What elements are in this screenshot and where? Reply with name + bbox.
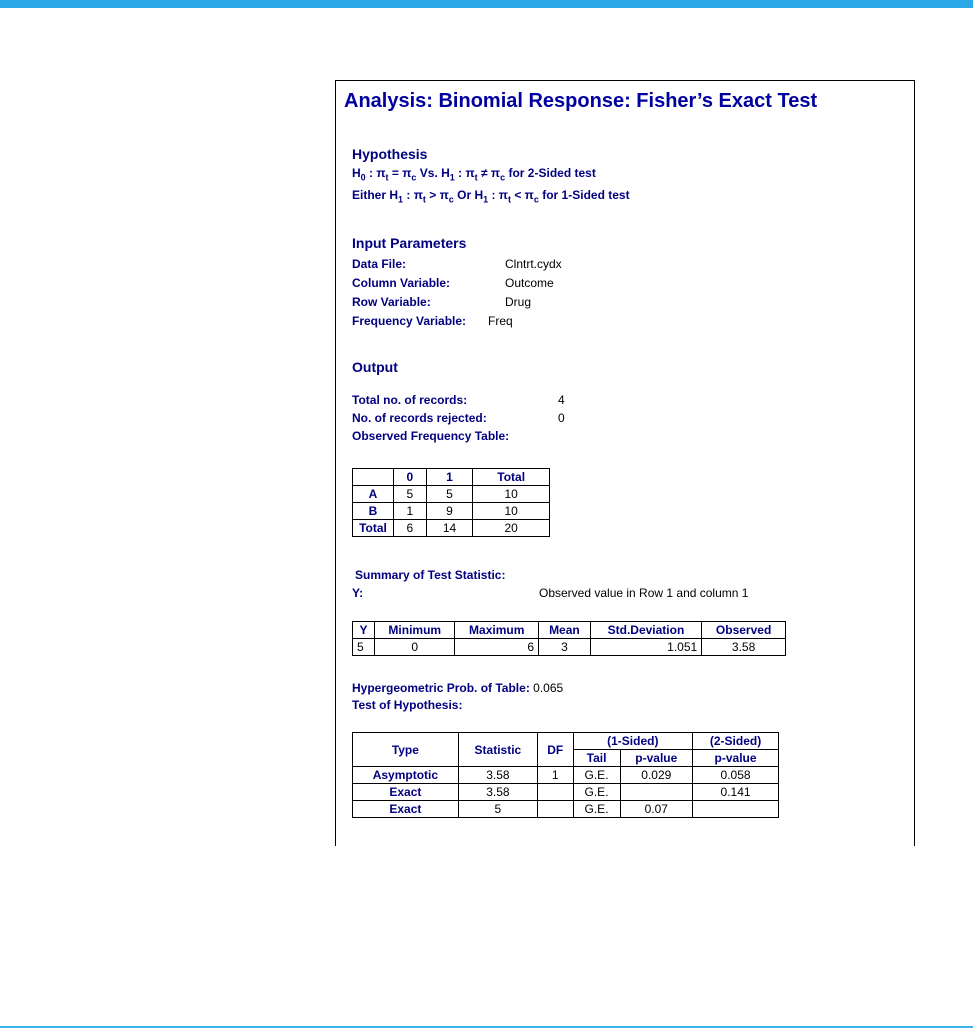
summary-heading: Summary of Test Statistic: xyxy=(355,568,506,582)
table-row xyxy=(353,784,779,801)
top-accent-bar xyxy=(0,0,973,8)
table-cell: Exact xyxy=(353,784,459,801)
row-variable-row: Row Variable: Drug xyxy=(352,295,532,309)
table-cell: 20 xyxy=(473,520,550,537)
input-parameters-heading: Input Parameters xyxy=(352,235,467,251)
table-cell: G.E. xyxy=(573,801,620,818)
bottom-divider xyxy=(0,1026,973,1028)
table-header: p-value xyxy=(693,750,779,767)
table-header: Observed xyxy=(702,622,786,639)
output-heading: Output xyxy=(352,359,398,375)
table-row xyxy=(353,503,550,520)
table-header: 0 xyxy=(394,469,427,486)
hypothesis-line-1sided: Either $H_1$ : $\pi_t > \pi_c$ Or $H_1$ : $\pi_t < \pi_c$ for 1-Sided test xyxy=(352,188,630,205)
table-header: p-value xyxy=(620,750,693,767)
table-row xyxy=(353,767,779,784)
table-header: Std.Deviation xyxy=(590,622,701,639)
table-cell xyxy=(693,801,779,818)
table-cell: G.E. xyxy=(573,767,620,784)
report-panel xyxy=(335,80,915,846)
table-cell: 6 xyxy=(394,520,427,537)
table-cell: 0.141 xyxy=(693,784,779,801)
table-header: Total xyxy=(473,469,550,486)
summary-statistic-table xyxy=(352,621,786,656)
table-cell xyxy=(537,784,573,801)
table-cell: 5 xyxy=(426,486,473,503)
table-cell: 3 xyxy=(539,639,591,656)
table-cell: 6 xyxy=(455,639,539,656)
table-cell: 9 xyxy=(426,503,473,520)
table-header: Y xyxy=(353,622,375,639)
table-header: Mean xyxy=(539,622,591,639)
rejected-records-row: No. of records rejected: 0 xyxy=(352,411,565,425)
hypothesis-heading: Hypothesis xyxy=(352,146,428,162)
table-header: Tail xyxy=(573,750,620,767)
table-header: (2-Sided) xyxy=(693,733,779,750)
table-cell: 1 xyxy=(394,503,427,520)
table-cell: A xyxy=(353,486,394,503)
table-cell: 5 xyxy=(353,639,375,656)
table-header: Type xyxy=(353,733,459,767)
table-row xyxy=(353,486,550,503)
column-variable-row: Column Variable: Outcome xyxy=(352,276,554,290)
table-cell: 0.058 xyxy=(693,767,779,784)
table-header: (1-Sided) xyxy=(573,733,693,750)
table-cell: Total xyxy=(353,520,394,537)
table-header xyxy=(353,469,394,486)
table-cell: 1 xyxy=(537,767,573,784)
table-cell: 14 xyxy=(426,520,473,537)
table-cell: 10 xyxy=(473,486,550,503)
table-cell: 5 xyxy=(458,801,537,818)
table-cell: 1.051 xyxy=(590,639,701,656)
table-cell: 5 xyxy=(394,486,427,503)
frequency-variable-row: Frequency Variable: Freq xyxy=(352,314,513,328)
data-file-row: Data File: Clntrt.cydx xyxy=(352,257,562,271)
table-header: Maximum xyxy=(455,622,539,639)
summary-y-row: Y: Observed value in Row 1 and column 1 xyxy=(352,586,749,600)
table-row xyxy=(353,520,550,537)
test-of-hypothesis-table xyxy=(352,732,779,818)
table-row xyxy=(353,622,786,639)
table-cell: 3.58 xyxy=(458,767,537,784)
table-cell: 3.58 xyxy=(458,784,537,801)
table-cell: 0 xyxy=(375,639,455,656)
total-records-row: Total no. of records: 4 xyxy=(352,393,565,407)
table-cell: 10 xyxy=(473,503,550,520)
table-cell: Asymptotic xyxy=(353,767,459,784)
table-header: Statistic xyxy=(458,733,537,767)
table-cell: 0.029 xyxy=(620,767,693,784)
table-header: 1 xyxy=(426,469,473,486)
report-title: Analysis: Binomial Response: Fisher’s Exact Test xyxy=(344,90,818,112)
table-header: DF xyxy=(537,733,573,767)
table-row xyxy=(353,639,786,656)
table-cell: G.E. xyxy=(573,784,620,801)
table-cell: 3.58 xyxy=(702,639,786,656)
test-of-hypothesis-label: Test of Hypothesis: xyxy=(352,698,463,712)
table-cell: Exact xyxy=(353,801,459,818)
observed-frequency-label: Observed Frequency Table: xyxy=(352,429,510,443)
hypergeometric-prob-row: Hypergeometric Prob. of Table: 0.065 xyxy=(352,681,564,695)
table-row xyxy=(353,801,779,818)
observed-frequency-table xyxy=(352,468,550,537)
hypothesis-line-2sided: $H_0$ : $\pi_t = \pi_c$ Vs. $H_1$ : $\pi_t \ne \pi_c$ for 2-Sided test xyxy=(352,166,596,183)
table-cell: B xyxy=(353,503,394,520)
table-cell: 0.07 xyxy=(620,801,693,818)
table-row xyxy=(353,469,550,486)
table-header: Minimum xyxy=(375,622,455,639)
table-cell xyxy=(620,784,693,801)
table-row xyxy=(353,733,779,750)
table-cell xyxy=(537,801,573,818)
